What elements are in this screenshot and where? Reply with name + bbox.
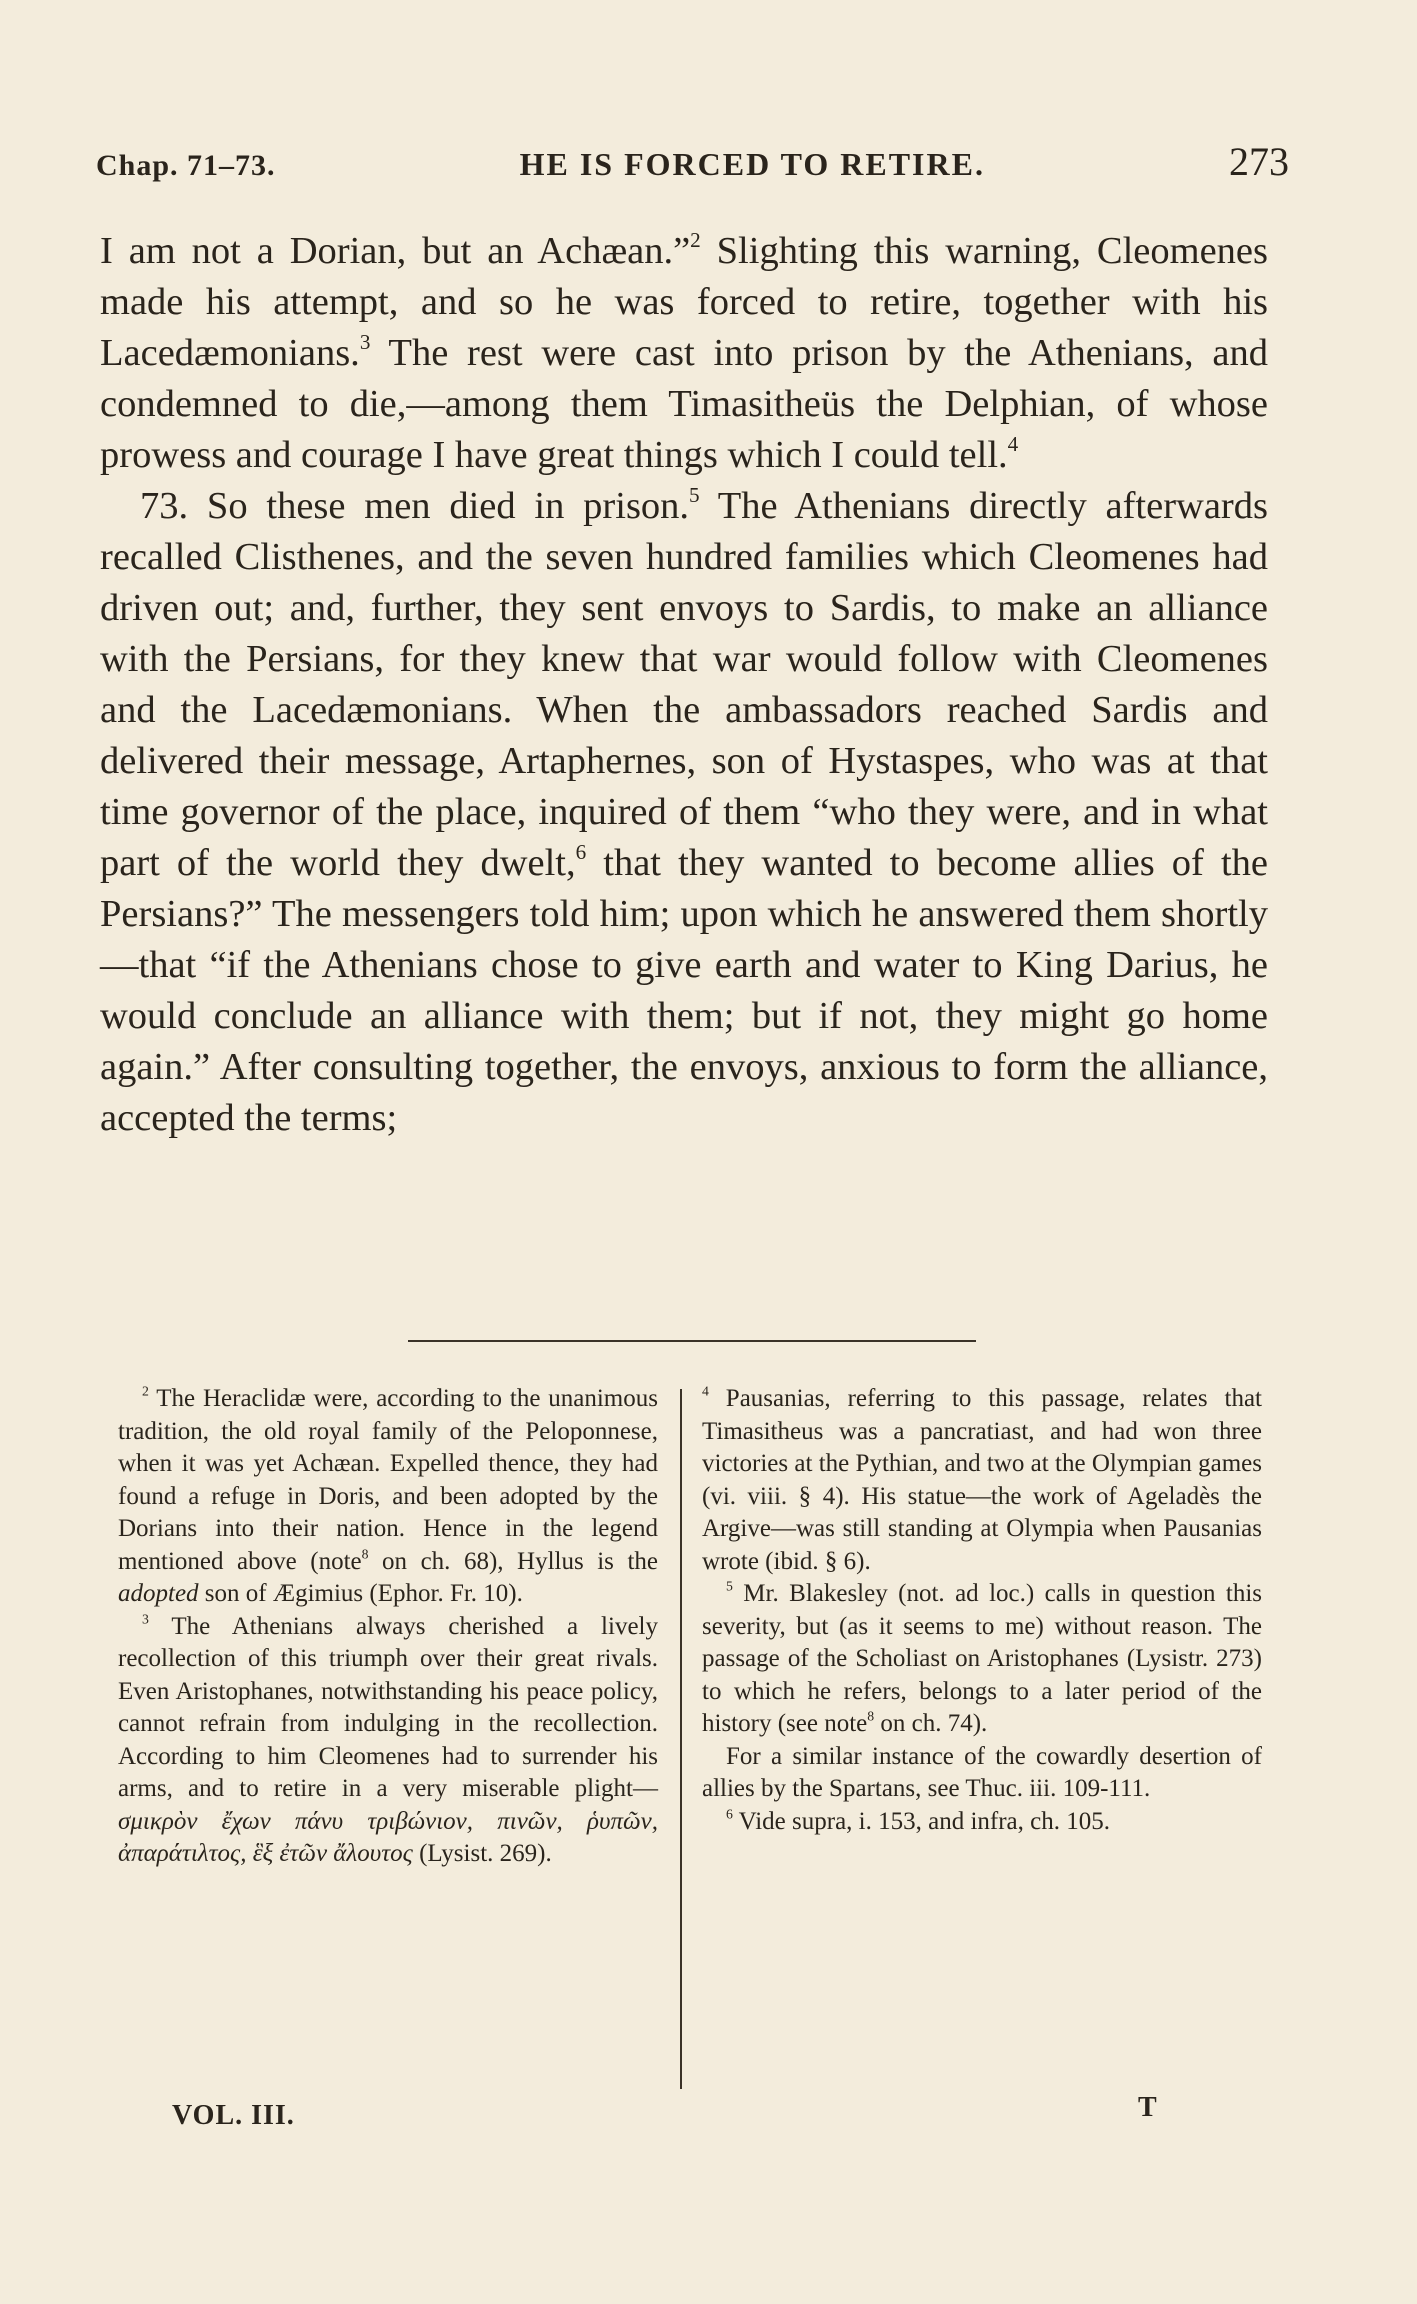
running-header <box>96 138 1289 188</box>
text-span: son of Ægimius (Ephor. Fr. 10). <box>198 1580 523 1607</box>
footnote-5 <box>702 1578 1262 1741</box>
page-number: 273 <box>1228 139 1289 184</box>
text-span: The Athenians directly afterwards recalled Clisthenes, and the seven hundred families which Cleomenes had driven out; and, further, they sent envoys to Sardis, to make an alliance with the Persians, for they knew that war would follow with Cleomenes and the Lacedæmonians. When the ambassadors reached Sardis and delivered their message, Artaphernes, son of Hystaspes, who was at that time governor of the place, inquired of them “who they were, and in what part of the world they dwelt, <box>100 485 1268 884</box>
footnote-ref: 6 <box>575 840 587 865</box>
footnote-ref: 4 <box>1007 432 1019 457</box>
footnote-ref: 8 <box>867 1708 875 1724</box>
main-text <box>100 226 1268 1144</box>
text-span: The Athenians always cherished a lively recollection of this triumph over their great rivals. Even Aristophanes, notwithstanding his peace policy, cannot refrain from indulging in the recollection. According to him Cleomenes had to surrender his arms, and to retire in a very miserable plight— <box>118 1612 658 1802</box>
footnote-4 <box>702 1383 1262 1578</box>
footnote-5-continuation: For a similar instance of the cowardly desertion of allies by the Spartans, see Thuc. iii. 109-111. <box>702 1742 1262 1802</box>
footnote-marker: 6 <box>726 1806 733 1822</box>
text-span: Slighting this warning, Cleomenes made his attempt, and so he was forced to retire, together with his Lacedæmonians. <box>100 230 1268 374</box>
text-span: The Heraclidæ were, according to the unanimous tradition, the old royal family of the Peloponnese, when it was yet Achæan. Expelled thence, they had found a refuge in Doris, and been adopted by the Dorians into their nation. Hence in the legend mentioned above (note <box>118 1385 658 1575</box>
footnote-ref: 5 <box>689 483 700 508</box>
footnote-ref: 8 <box>361 1546 369 1562</box>
footnote-2 <box>118 1383 658 1611</box>
greek-quotation: σμικρὸν ἔχων πάνυ τριβώνιον, πινῶν, ῥυπῶν, ἀπαράτιλτος, ἓξ ἐτῶν ἄλουτος <box>118 1807 658 1867</box>
footnote-6 <box>702 1806 1262 1839</box>
volume-label: VOL. III. <box>172 2100 295 2131</box>
text-span: on ch. 68), Hyllus is the <box>368 1547 658 1575</box>
footnote-marker: 3 <box>142 1611 149 1627</box>
footnotes <box>118 1383 1286 2089</box>
footnote-separator <box>408 1340 976 1342</box>
footnote-ref: 3 <box>359 330 371 355</box>
running-title: HE IS FORCED TO RETIRE. <box>519 146 985 182</box>
footnote-marker: 4 <box>702 1383 709 1399</box>
signature-mark: T <box>1138 2092 1157 2123</box>
footnote-ref: 2 <box>690 228 701 253</box>
text-span: that they wanted to become allies of the Persians?” The messengers told him; upon which he answered them shortly —that “if the Athenians chose to give earth and water to King Darius, he would conclude an alliance with them; but if not, they might go home again.” After consulting together, the envoys, anxious to form the alliance, accepted the terms; <box>100 842 1268 1139</box>
paragraph-1 <box>100 226 1268 481</box>
text-span: Mr. Blakesley (not. ad loc.) calls in question this severity, but (as it seems to me) without reason. The passage of the Scholiast on Aristophanes (Lysistr. 273) to which he refers, belongs to a later period of the history (see note <box>702 1580 1262 1737</box>
text-span: 73. So these men died in prison. <box>140 485 690 527</box>
footnote-3 <box>118 1611 658 1871</box>
footnotes-right-column <box>682 1383 1262 2089</box>
footnotes-left-column <box>118 1383 680 2089</box>
text-span: Pausanias, referring to this passage, relates that Timasitheus was a pancratiast, and had won three victories at the Pythian, and two at the Olympian games (vi. viii. § 4). His statue—the work of Ageladès the Argive—was still standing at Olympia when Pausanias wrote (ibid. § 6). <box>702 1385 1262 1575</box>
text-span: Vide supra, i. 153, and infra, ch. 105. <box>732 1807 1110 1835</box>
text-span: The rest were cast into prison by the Athenians, and condemned to die,—among them Timasitheüs the Delphian, of whose prowess and courage I have great things which I could tell. <box>100 332 1268 476</box>
text-span: on ch. 74). <box>874 1710 988 1737</box>
footnote-marker: 2 <box>142 1383 149 1399</box>
text-span: I am not a Dorian, but an Achæan.” <box>100 230 691 272</box>
footnote-marker: 5 <box>726 1578 733 1594</box>
text-span: (Lysist. 269). <box>412 1840 552 1867</box>
italic-text: adopted <box>118 1580 199 1607</box>
chapter-range: Chap. 71–73. <box>96 149 276 182</box>
paragraph-73 <box>100 481 1268 1144</box>
